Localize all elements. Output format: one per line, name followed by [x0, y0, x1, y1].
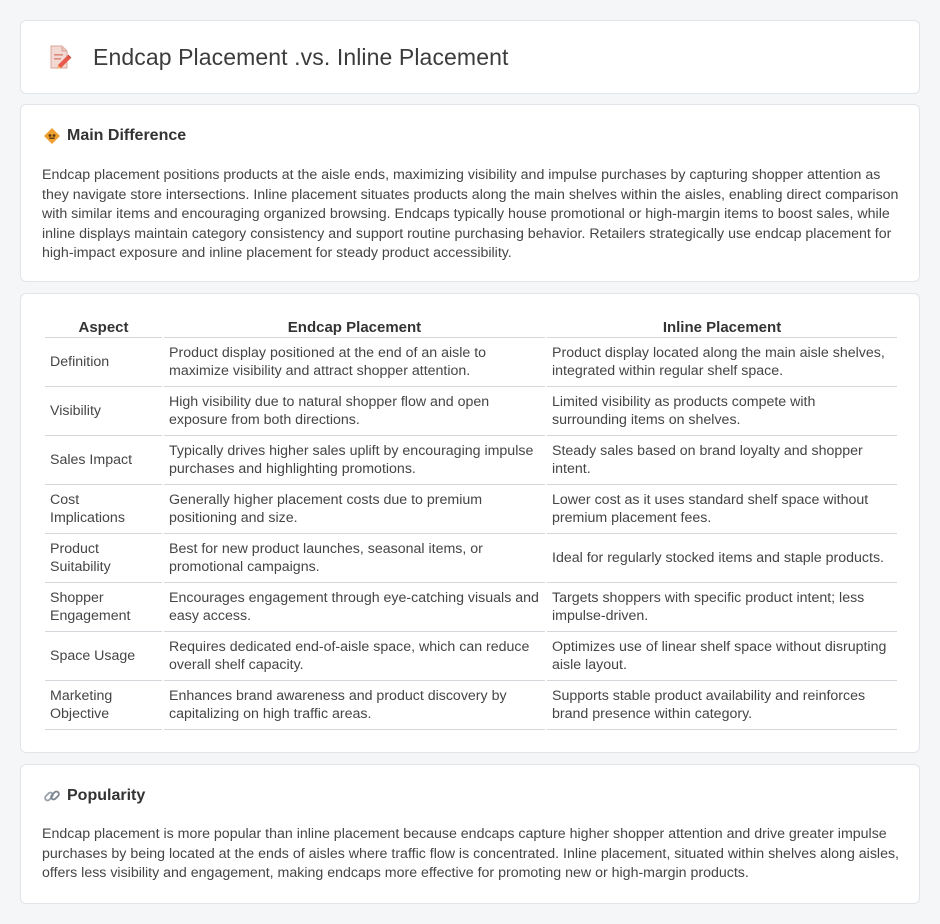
page-title-row [45, 43, 508, 71]
diamond-warning-icon [43, 127, 61, 145]
endcap-cell: Enhances brand awareness and product discovery by capitalizing on high traffic areas. [164, 681, 545, 730]
main-difference-text: Endcap placement positions products at the aisle ends, maximizing visibility and impulse purchases by capturing shopper attention as they navigate store intersections. Inline placement situates products along the main shelves within the aisles, enabling direct comparison with similar items and encouraging organized browsing. Endcaps typically house promotional or high-margin items to boost sales, while inline displays maintain category consistency and support routine purchasing behavior. Retailers strategically use endcap placement for high-impact exposure and inline placement for steady product accessibility. [42, 167, 899, 261]
inline-cell: Limited visibility as products compete with surrounding items on shelves. [547, 387, 897, 436]
table-header-row [45, 316, 897, 338]
comparison-card [20, 293, 920, 753]
inline-cell: Ideal for regularly stocked items and staple products. [547, 534, 897, 583]
main-difference-card [20, 104, 920, 282]
endcap-cell: Typically drives higher sales uplift by encouraging impulse purchases and highlighting promotions. [164, 436, 545, 485]
aspect-cell: Shopper Engagement [45, 583, 162, 632]
endcap-cell: Product display positioned at the end of an aisle to maximize visibility and attract shopper attention. [164, 338, 545, 387]
table-row [45, 632, 897, 681]
popularity-card [20, 764, 920, 904]
inline-cell: Lower cost as it uses standard shelf space without premium placement fees. [547, 485, 897, 534]
header-card [20, 20, 920, 94]
aspect-cell: Sales Impact [45, 436, 162, 485]
popularity-text: Endcap placement is more popular than inline placement because endcaps capture higher shopper attention and drive greater impulse purchases by being located at the ends of aisles where traffic flow is concentrated. Inline placement, situated within shelves along aisles, offers less visibility and engagement, making endcaps more effective for promoting new or high-margin products. [42, 826, 899, 881]
inline-cell: Steady sales based on brand loyalty and shopper intent. [547, 436, 897, 485]
aspect-cell: Space Usage [45, 632, 162, 681]
table-row [45, 387, 897, 436]
table-row [45, 485, 897, 534]
main-difference-title: Main Difference [67, 127, 187, 144]
table-row [45, 583, 897, 632]
endcap-cell: Best for new product launches, seasonal items, or promotional campaigns. [164, 534, 545, 583]
inline-cell: Product display located along the main aisle shelves, integrated within regular shelf space. [547, 338, 897, 387]
aspect-cell: Visibility [45, 387, 162, 436]
inline-cell: Optimizes use of linear shelf space without disrupting aisle layout. [547, 632, 897, 681]
column-header-inline: Inline Placement [547, 316, 897, 338]
table-row [45, 534, 897, 583]
column-header-endcap: Endcap Placement [164, 316, 545, 338]
comparison-table [43, 316, 899, 730]
page-title: Endcap Placement .vs. Inline Placement [93, 43, 509, 70]
document-pencil-icon [45, 43, 73, 71]
inline-cell: Targets shoppers with specific product intent; less impulse-driven. [547, 583, 897, 632]
column-header-aspect: Aspect [45, 316, 162, 338]
link-icon [43, 787, 61, 805]
endcap-cell: Generally higher placement costs due to premium positioning and size. [164, 485, 545, 534]
aspect-cell: Product Suitability [45, 534, 162, 583]
aspect-cell: Marketing Objective [45, 681, 162, 730]
inline-cell: Supports stable product availability and reinforces brand presence within category. [547, 681, 897, 730]
endcap-cell: Requires dedicated end-of-aisle space, which can reduce overall shelf capacity. [164, 632, 545, 681]
aspect-cell: Definition [45, 338, 162, 387]
aspect-cell: Cost Implications [45, 485, 162, 534]
endcap-cell: Encourages engagement through eye-catching visuals and easy access. [164, 583, 545, 632]
table-row [45, 681, 897, 730]
table-row [45, 436, 897, 485]
popularity-header [43, 787, 145, 805]
popularity-title: Popularity [67, 787, 146, 804]
table-row [45, 338, 897, 387]
main-difference-header [43, 127, 186, 145]
endcap-cell: High visibility due to natural shopper flow and open exposure from both directions. [164, 387, 545, 436]
